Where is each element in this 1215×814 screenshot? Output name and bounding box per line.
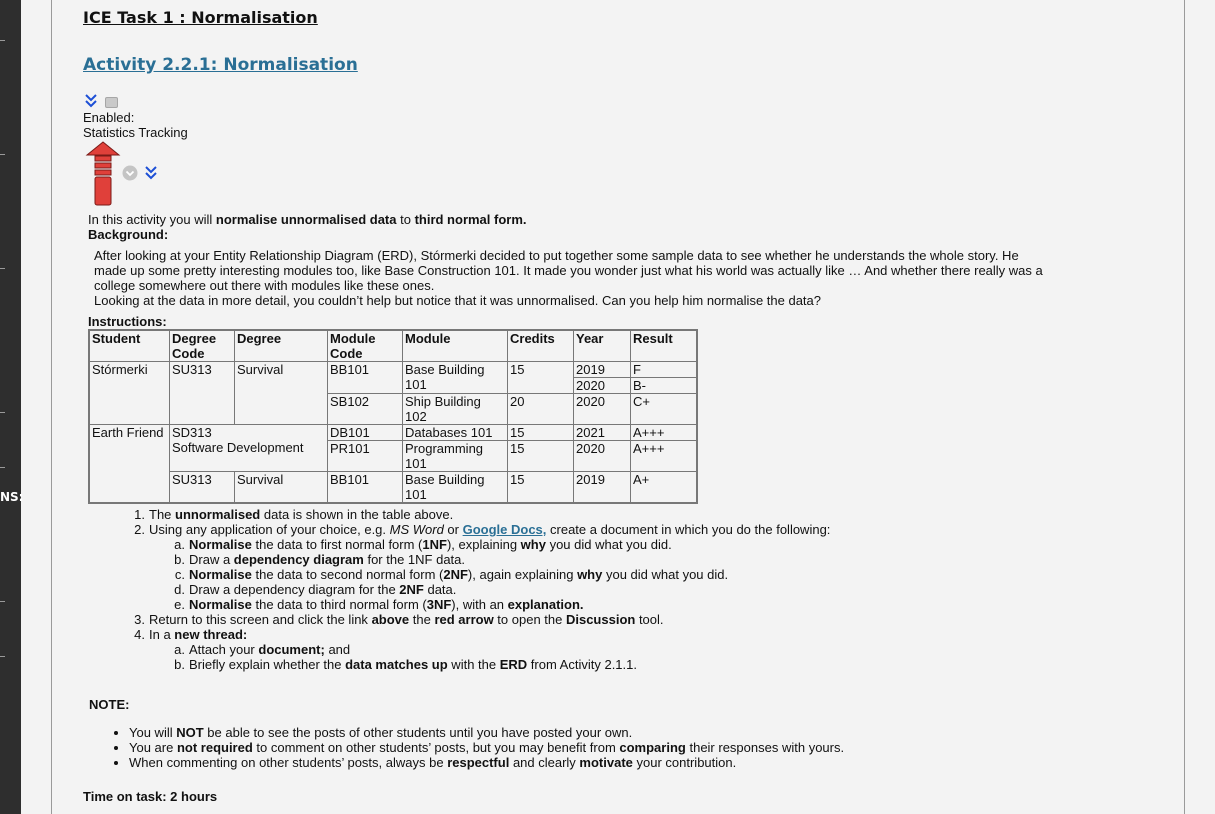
list-item	[129, 740, 844, 755]
table-cell: Programming 101	[403, 441, 508, 472]
table-cell: Ship Building 102	[403, 394, 508, 425]
rail-tick	[0, 40, 5, 41]
step-bold: dependency diagram	[233, 552, 364, 567]
step-number: 3.	[134, 612, 145, 627]
list-item	[129, 725, 844, 740]
table-header-cell: Module Code	[328, 330, 403, 362]
step-text: from Activity 2.1.1.	[527, 657, 637, 672]
table-cell: DB101	[328, 425, 403, 441]
table-header-cell: Student	[89, 330, 170, 362]
intro-prefix: In this activity you will	[88, 212, 216, 227]
table-cell: A+	[631, 472, 698, 504]
sub-step-letter: e.	[174, 597, 185, 612]
step-text: tool.	[635, 612, 664, 627]
table-row	[89, 472, 697, 504]
enabled-label: Enabled:	[83, 110, 135, 125]
rail-tick	[0, 656, 5, 657]
table-cell: Survival	[235, 362, 328, 425]
step-bold: red arrow	[434, 612, 494, 627]
sub-step-letter: c.	[174, 567, 185, 582]
degree-name: Software Development	[172, 440, 304, 455]
sub-step	[127, 657, 830, 672]
sub-step-letter: a.	[174, 537, 185, 552]
step-text: Draw a	[189, 552, 234, 567]
step-bold: why	[577, 567, 603, 582]
sub-step-letter: a.	[174, 642, 185, 657]
step-bold: unnormalised	[175, 507, 261, 522]
collapse-box-icon[interactable]	[105, 97, 118, 108]
step-bold: 2NF	[399, 582, 424, 597]
table-cell: 15	[508, 441, 574, 472]
table-header-cell: Credits	[508, 330, 574, 362]
statistics-tracking-label: Statistics Tracking	[83, 125, 188, 140]
note-text: be able to see the posts of other students until you have posted your own.	[203, 725, 633, 740]
table-row	[89, 425, 697, 441]
instruction-steps	[127, 507, 830, 672]
step-bold: Normalise	[189, 597, 252, 612]
step-bold: data matches up	[345, 657, 448, 672]
table-cell: 2021	[574, 425, 631, 441]
step-text: ), with an	[451, 597, 508, 612]
expand-chevron-icon[interactable]	[145, 166, 157, 185]
table-cell: C+	[631, 394, 698, 425]
red-arrow-icon[interactable]	[85, 141, 121, 212]
step-text: Briefly explain whether the	[189, 657, 346, 672]
table-cell: A+++	[631, 425, 698, 441]
table-cell: A+++	[631, 441, 698, 472]
background-paragraph: Looking at the data in more detail, you couldn’t help but notice that it was unnormalised. Can you help him normalise the data?	[94, 293, 821, 308]
table-cell: 2019	[574, 472, 631, 504]
step-item	[127, 522, 830, 612]
table-cell: PR101	[328, 441, 403, 472]
note-bold: comparing	[619, 740, 686, 755]
rail-tick	[0, 412, 5, 413]
content-page	[51, 0, 1185, 814]
intro-bold: normalise unnormalised data	[215, 212, 397, 227]
note-bold: motivate	[579, 755, 633, 770]
table-cell	[170, 425, 328, 472]
unnormalised-data-table	[88, 329, 698, 504]
sub-step	[127, 537, 830, 552]
table-cell: B-	[631, 378, 698, 394]
table-header-cell: Module	[403, 330, 508, 362]
table-row	[89, 362, 697, 378]
intro-text	[88, 212, 527, 227]
list-item	[129, 755, 844, 770]
note-text: your contribution.	[632, 755, 737, 770]
step-text: for the 1NF data.	[363, 552, 466, 567]
instructions-heading: Instructions:	[88, 314, 167, 329]
time-on-task: Time on task: 2 hours	[83, 789, 218, 804]
step-text: to open the	[493, 612, 566, 627]
table-cell: Base Building 101	[403, 362, 508, 394]
table-cell: F	[631, 362, 698, 378]
table-cell: Base Building 101	[403, 472, 508, 504]
step-text: In a	[149, 627, 175, 642]
table-cell: SU313	[170, 362, 235, 425]
background-text	[94, 248, 1044, 308]
activity-link[interactable]: Activity 2.2.1: Normalisation	[83, 55, 358, 75]
sub-step-letter: d.	[174, 582, 185, 597]
table-cell: 2019	[574, 362, 631, 378]
table-cell: BB101	[328, 362, 403, 394]
step-bold: ERD	[499, 657, 528, 672]
sub-step	[127, 582, 830, 597]
sub-step	[127, 642, 830, 657]
table-header-cell: Year	[574, 330, 631, 362]
step-number: 2.	[134, 522, 145, 537]
note-text: and clearly	[509, 755, 580, 770]
step-text: the data to second normal form (	[251, 567, 444, 582]
grey-circle-chevron-icon[interactable]	[122, 165, 138, 186]
note-bold: NOT	[176, 725, 204, 740]
table-header-cell: Degree	[235, 330, 328, 362]
table-cell: BB101	[328, 472, 403, 504]
step-text: you did what you did.	[602, 567, 729, 582]
step-bold: explanation.	[507, 597, 584, 612]
step-text: create a document in which you do the following:	[546, 522, 831, 537]
step-text: Using any application of your choice, e.g.	[149, 522, 390, 537]
note-label: NOTE:	[89, 697, 130, 712]
step-bold: document;	[258, 642, 325, 657]
note-text: You will	[129, 725, 177, 740]
step-italic: MS Word	[389, 522, 444, 537]
step-bold: 1NF	[422, 537, 447, 552]
step-bold: 2NF	[443, 567, 468, 582]
sub-step	[127, 597, 830, 612]
intro-bold: third normal form.	[414, 212, 527, 227]
step-text: with the	[447, 657, 500, 672]
step-bold: 3NF	[426, 597, 452, 612]
table-cell: 15	[508, 472, 574, 504]
step-text: data.	[423, 582, 457, 597]
table-cell: Earth Friend	[89, 425, 170, 504]
step-text: you did what you did.	[545, 537, 672, 552]
google-docs-link[interactable]: Google Docs,	[462, 522, 547, 537]
table-cell: 2020	[574, 394, 631, 425]
step-text: the data to first normal form (	[251, 537, 423, 552]
step-text: or	[443, 522, 463, 537]
rail-tick	[0, 268, 5, 269]
sub-step	[127, 567, 830, 582]
table-header-row	[89, 330, 697, 362]
note-text: their responses with yours.	[685, 740, 845, 755]
table-cell: 15	[508, 362, 574, 394]
table-header-cell: Result	[631, 330, 698, 362]
table-cell: Survival	[235, 472, 328, 504]
table-cell: Databases 101	[403, 425, 508, 441]
sub-step	[127, 552, 830, 567]
step-item	[127, 612, 830, 627]
note-bold: not required	[176, 740, 253, 755]
step-bold: new thread:	[174, 627, 248, 642]
background-paragraph: After looking at your Entity Relationship Diagram (ERD), Stórmerki decided to put together some sample data to see whether he understands the whole story. He made up some pretty interesting modules too, like Base Construction 101. It made you wonder just what his world was actually like … And whether there really was a college somewhere out there with modules like these ones.	[94, 248, 1043, 293]
rail-label: NS:	[0, 490, 24, 504]
step-text: Return to this screen and click the link	[149, 612, 372, 627]
intro-mid: to	[396, 212, 415, 227]
degree-code: SD313	[172, 425, 212, 440]
step-item	[127, 627, 830, 672]
step-bold: why	[520, 537, 546, 552]
table-cell: 20	[508, 394, 574, 425]
sub-step-letter: b.	[174, 552, 185, 567]
table-cell: SU313	[170, 472, 235, 504]
step-number: 1.	[134, 507, 145, 522]
step-text: data is shown in the table above.	[260, 507, 454, 522]
rail-tick	[0, 154, 5, 155]
step-number: 4.	[134, 627, 145, 642]
note-text: When commenting on other students’ posts, always be	[129, 755, 448, 770]
table-cell: 15	[508, 425, 574, 441]
step-item	[127, 507, 830, 522]
step-text: the	[409, 612, 435, 627]
step-bold: above	[371, 612, 410, 627]
step-text: the data to third normal form (	[251, 597, 427, 612]
table-cell: Stórmerki	[89, 362, 170, 425]
left-sidebar-rail	[0, 0, 24, 814]
table-cell: SB102	[328, 394, 403, 425]
step-text: Draw a dependency diagram for the	[189, 582, 400, 597]
sub-step-letter: b.	[174, 657, 185, 672]
step-bold: Normalise	[189, 537, 252, 552]
note-list	[112, 725, 844, 770]
background-heading: Background:	[88, 227, 169, 242]
rail-tick	[0, 601, 5, 602]
table-header-cell: Degree Code	[170, 330, 235, 362]
rail-tick	[0, 467, 5, 468]
table-cell: 2020	[574, 441, 631, 472]
step-text: ), explaining	[446, 537, 521, 552]
step-bold: Normalise	[189, 567, 252, 582]
step-text: Attach your	[189, 642, 259, 657]
step-text: and	[324, 642, 351, 657]
step-text: ), again explaining	[467, 567, 578, 582]
step-bold: Discussion	[565, 612, 636, 627]
note-text: to comment on other students’ posts, but you may benefit from	[252, 740, 620, 755]
note-bold: respectful	[447, 755, 510, 770]
table-cell: 2020	[574, 378, 631, 394]
page-title: ICE Task 1 : Normalisation	[83, 8, 318, 27]
step-text: The	[149, 507, 176, 522]
note-text: You are	[129, 740, 177, 755]
